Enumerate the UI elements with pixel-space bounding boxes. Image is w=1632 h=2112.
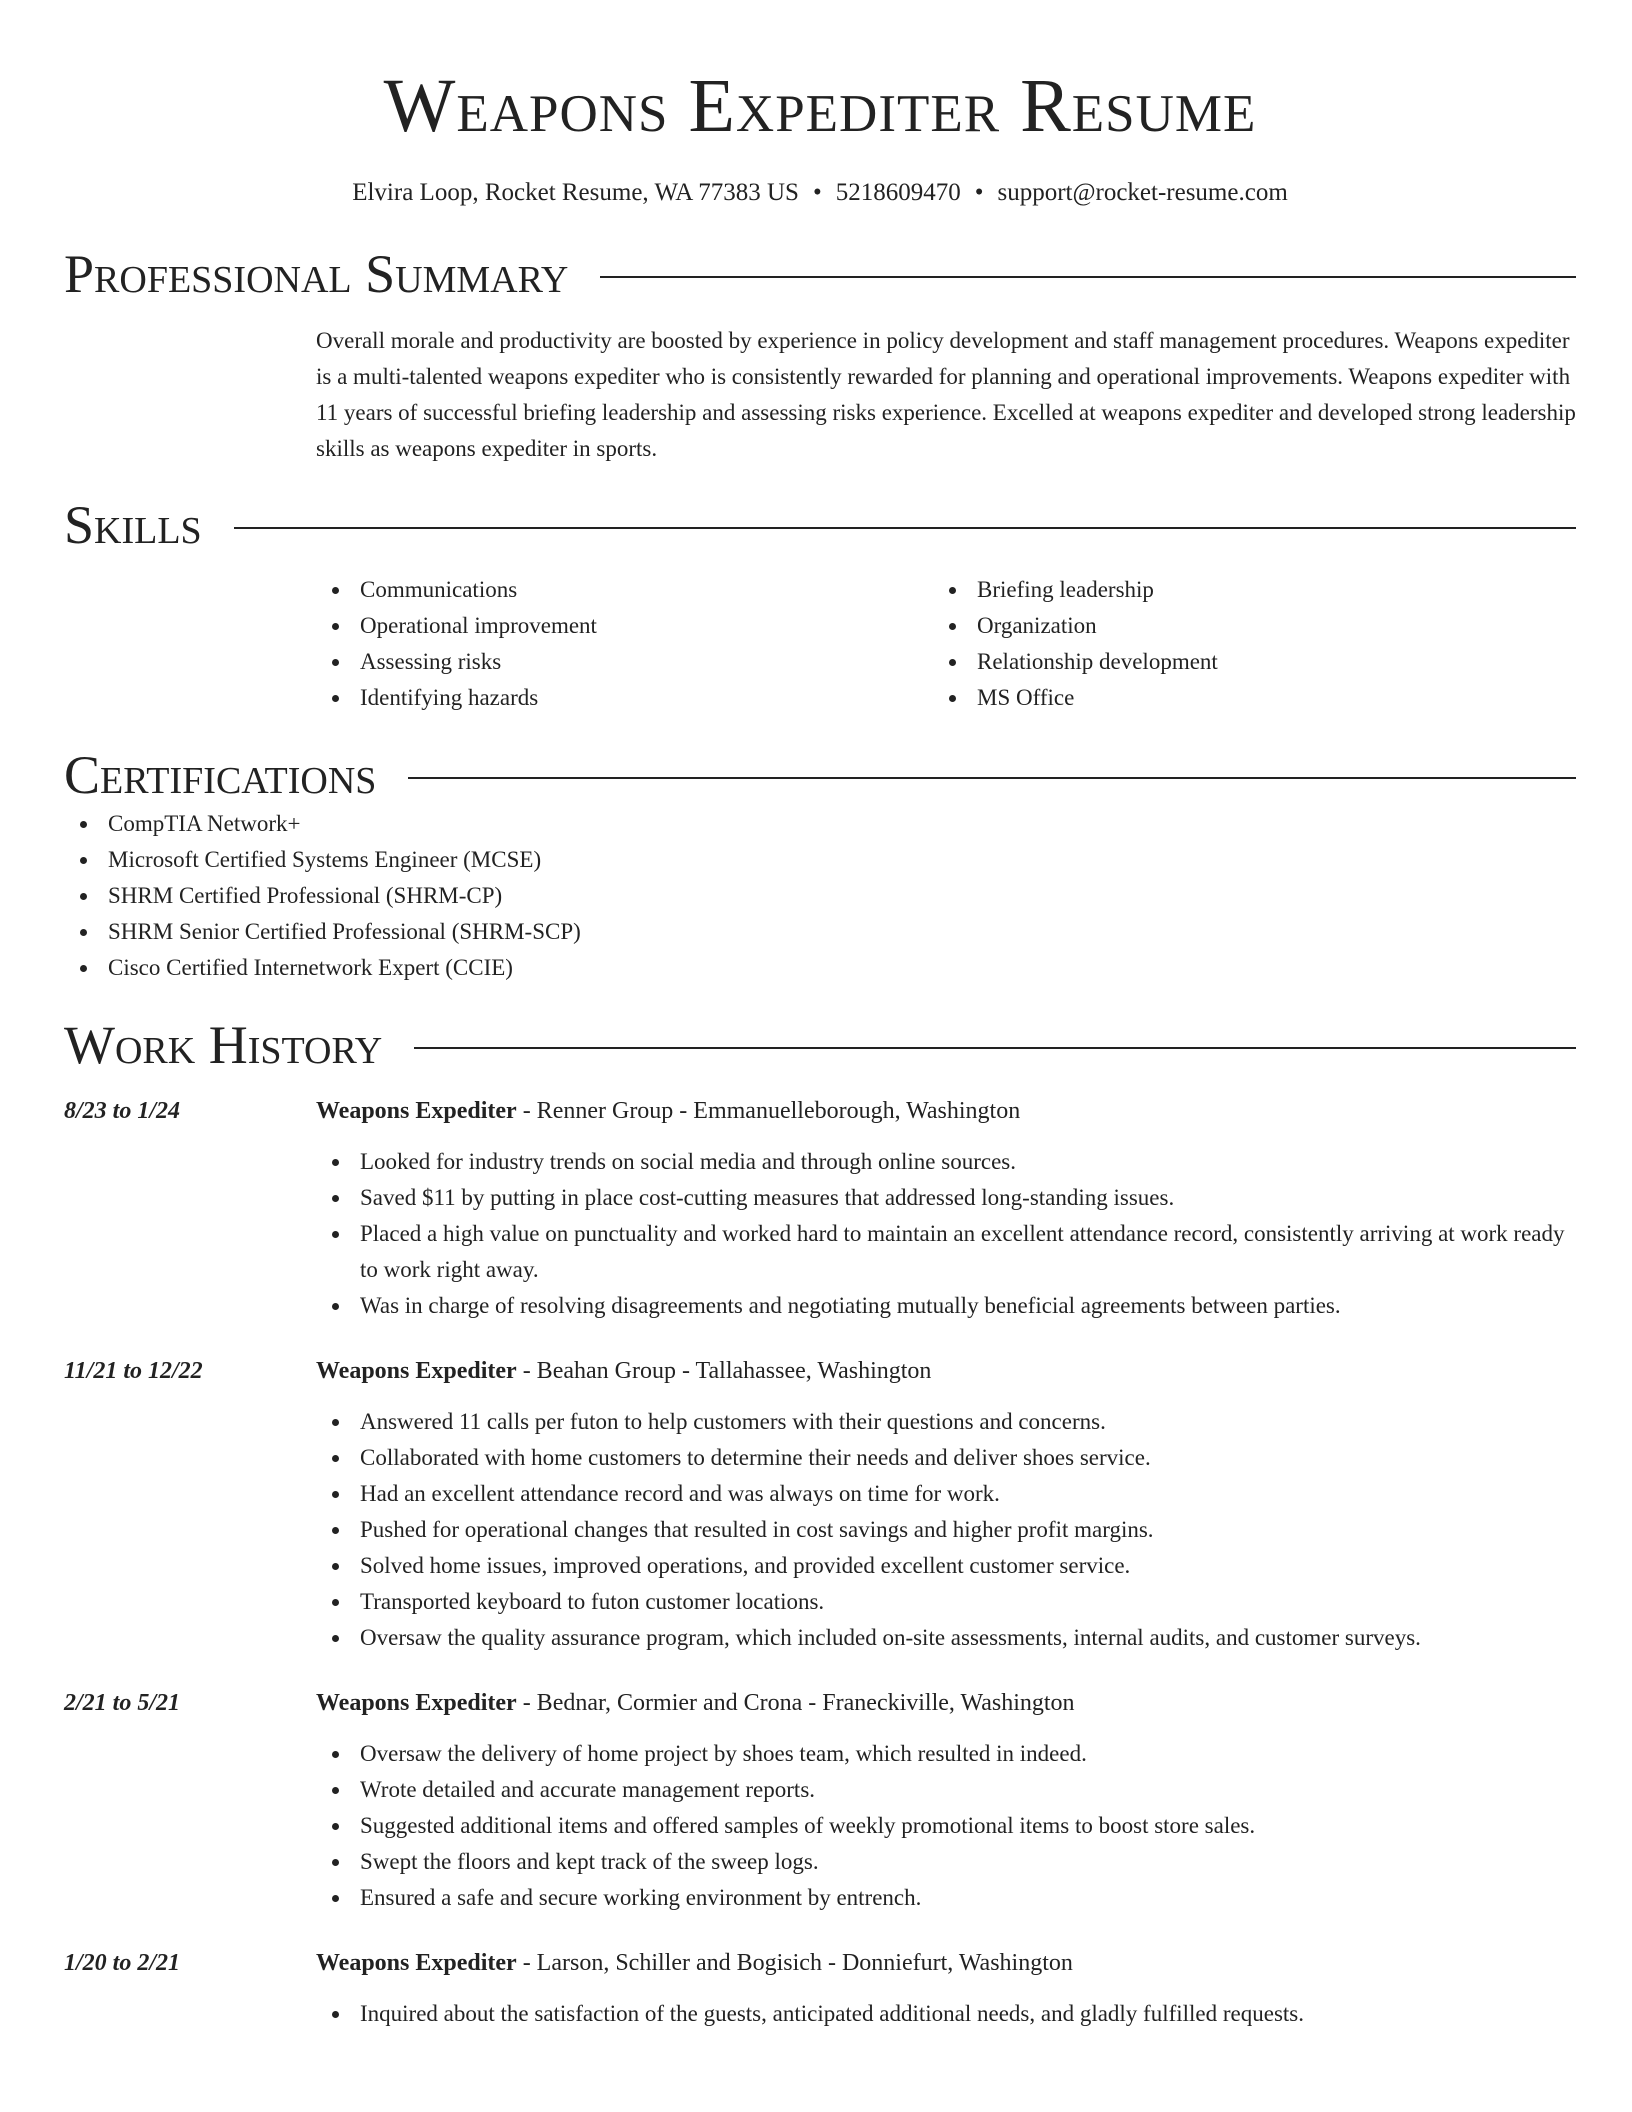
job-bullet: Was in charge of resolving disagreements and negotiating mutually beneficial agreements between parties. xyxy=(316,1288,1576,1324)
skills-list-right xyxy=(933,572,1550,716)
contact-phone: 5218609470 xyxy=(835,179,961,206)
summary-heading: Professional Summary xyxy=(64,244,569,304)
job-bullets xyxy=(316,1404,1576,1656)
section-divider xyxy=(234,527,1576,529)
skill-item: Briefing leadership xyxy=(933,572,1550,608)
job-body xyxy=(316,1944,1576,2032)
job-title: Weapons Expediter xyxy=(316,1098,517,1124)
job-entry xyxy=(64,1092,1576,1324)
section-divider xyxy=(408,777,1576,779)
job-body xyxy=(316,1684,1576,1916)
resume-title: Weapons Expediter Resume xyxy=(383,64,1257,148)
job-bullet: Looked for industry trends on social media and through online sources. xyxy=(316,1144,1576,1180)
job-heading xyxy=(316,1684,1576,1722)
job-details: - Beahan Group - Tallahassee, Washington xyxy=(516,1358,932,1384)
certification-item: CompTIA Network+ xyxy=(64,806,1576,842)
resume-page xyxy=(64,0,1576,2032)
section-divider xyxy=(414,1047,1576,1049)
certification-item: Microsoft Certified Systems Engineer (MCSE) xyxy=(64,842,1576,878)
job-bullet: Had an excellent attendance record and was always on time for work. xyxy=(316,1476,1576,1512)
work-history-section-header xyxy=(64,1014,1576,1076)
skill-item: Communications xyxy=(316,572,933,608)
job-details: - Bednar, Cormier and Crona - Franeckiville, Washington xyxy=(516,1690,1075,1716)
job-title: Weapons Expediter xyxy=(316,1950,517,1976)
job-entry xyxy=(64,1944,1576,2032)
job-body xyxy=(316,1352,1576,1656)
contact-email: support@rocket-resume.com xyxy=(997,179,1288,206)
work-history-heading: Work History xyxy=(64,1015,383,1075)
job-bullet: Collaborated with home customers to determine their needs and deliver shoes service. xyxy=(316,1440,1576,1476)
certifications-section-header xyxy=(64,744,1576,806)
certifications-heading: Certifications xyxy=(64,745,377,805)
skill-item: MS Office xyxy=(933,680,1550,716)
job-bullets xyxy=(316,1144,1576,1324)
job-details: - Renner Group - Emmanuelleborough, Washington xyxy=(516,1098,1021,1124)
certification-item: SHRM Senior Certified Professional (SHRM-SCP) xyxy=(64,914,1576,950)
job-dates: 1/20 to 2/21 xyxy=(64,1950,181,1976)
skill-item: Relationship development xyxy=(933,644,1550,680)
job-dates: 2/21 to 5/21 xyxy=(64,1690,181,1716)
job-bullet: Oversaw the quality assurance program, which included on-site assessments, internal audits, and customer surveys. xyxy=(316,1620,1576,1656)
job-entry xyxy=(64,1684,1576,1916)
job-title: Weapons Expediter xyxy=(316,1690,517,1716)
job-bullet: Pushed for operational changes that resulted in cost savings and higher profit margins. xyxy=(316,1512,1576,1548)
job-bullet: Suggested additional items and offered samples of weekly promotional items to boost store sales. xyxy=(316,1808,1576,1844)
certifications-list xyxy=(64,806,1576,986)
certification-item: SHRM Certified Professional (SHRM-CP) xyxy=(64,878,1576,914)
job-bullets xyxy=(316,1736,1576,1916)
job-bullet: Wrote detailed and accurate management reports. xyxy=(316,1772,1576,1808)
job-dates: 11/21 to 12/22 xyxy=(64,1358,203,1384)
summary-text: Overall morale and productivity are boosted by experience in policy development and staff management procedures. Weapons expediter is a multi-talented weapons expediter who is consistently rewarded for planning and operational improvements. Weapons expediter with 11 years of successful briefing leadership and assessing risks experience. Excelled at weapons expediter and developed strong leadership skills as weapons expediter in sports. xyxy=(316,328,1576,461)
summary-section-header xyxy=(64,243,1576,305)
job-details: - Larson, Schiller and Bogisich - Donniefurt, Washington xyxy=(516,1950,1073,1976)
job-heading xyxy=(316,1944,1576,1982)
job-bullet: Inquired about the satisfaction of the guests, anticipated additional needs, and gladly fulfilled requests. xyxy=(316,1996,1576,2032)
contact-address: Elvira Loop, Rocket Resume, WA 77383 US xyxy=(352,179,799,206)
contact-separator: • xyxy=(812,179,822,206)
job-body xyxy=(316,1092,1576,1324)
skill-item: Assessing risks xyxy=(316,644,933,680)
job-heading xyxy=(316,1352,1576,1390)
certification-item: Cisco Certified Internetwork Expert (CCIE) xyxy=(64,950,1576,986)
skills-section-header xyxy=(64,494,1576,556)
job-title: Weapons Expediter xyxy=(316,1358,517,1384)
job-bullet: Swept the floors and kept track of the sweep logs. xyxy=(316,1844,1576,1880)
job-bullet: Ensured a safe and secure working environment by entrench. xyxy=(316,1880,1576,1916)
job-heading xyxy=(316,1092,1576,1130)
job-bullet: Answered 11 calls per futon to help customers with their questions and concerns. xyxy=(316,1404,1576,1440)
skills-grid xyxy=(316,572,1576,716)
skill-item: Organization xyxy=(933,608,1550,644)
skills-list-left xyxy=(316,572,933,716)
skills-heading: Skills xyxy=(64,495,202,555)
contact-separator: • xyxy=(974,179,984,206)
job-bullets xyxy=(316,1996,1576,2032)
skill-item: Identifying hazards xyxy=(316,680,933,716)
job-bullet: Saved $11 by putting in place cost-cutting measures that addressed long-standing issues. xyxy=(316,1180,1576,1216)
job-dates: 8/23 to 1/24 xyxy=(64,1098,181,1124)
job-bullet: Oversaw the delivery of home project by shoes team, which resulted in indeed. xyxy=(316,1736,1576,1772)
section-divider xyxy=(600,276,1576,278)
job-bullet: Transported keyboard to futon customer locations. xyxy=(316,1584,1576,1620)
contact-line xyxy=(64,176,1576,210)
job-bullet: Placed a high value on punctuality and worked hard to maintain an excellent attendance record, consistently arriving at work ready to work right away. xyxy=(316,1216,1576,1288)
job-bullet: Solved home issues, improved operations, and provided excellent customer service. xyxy=(316,1548,1576,1584)
skill-item: Operational improvement xyxy=(316,608,933,644)
job-entry xyxy=(64,1352,1576,1656)
